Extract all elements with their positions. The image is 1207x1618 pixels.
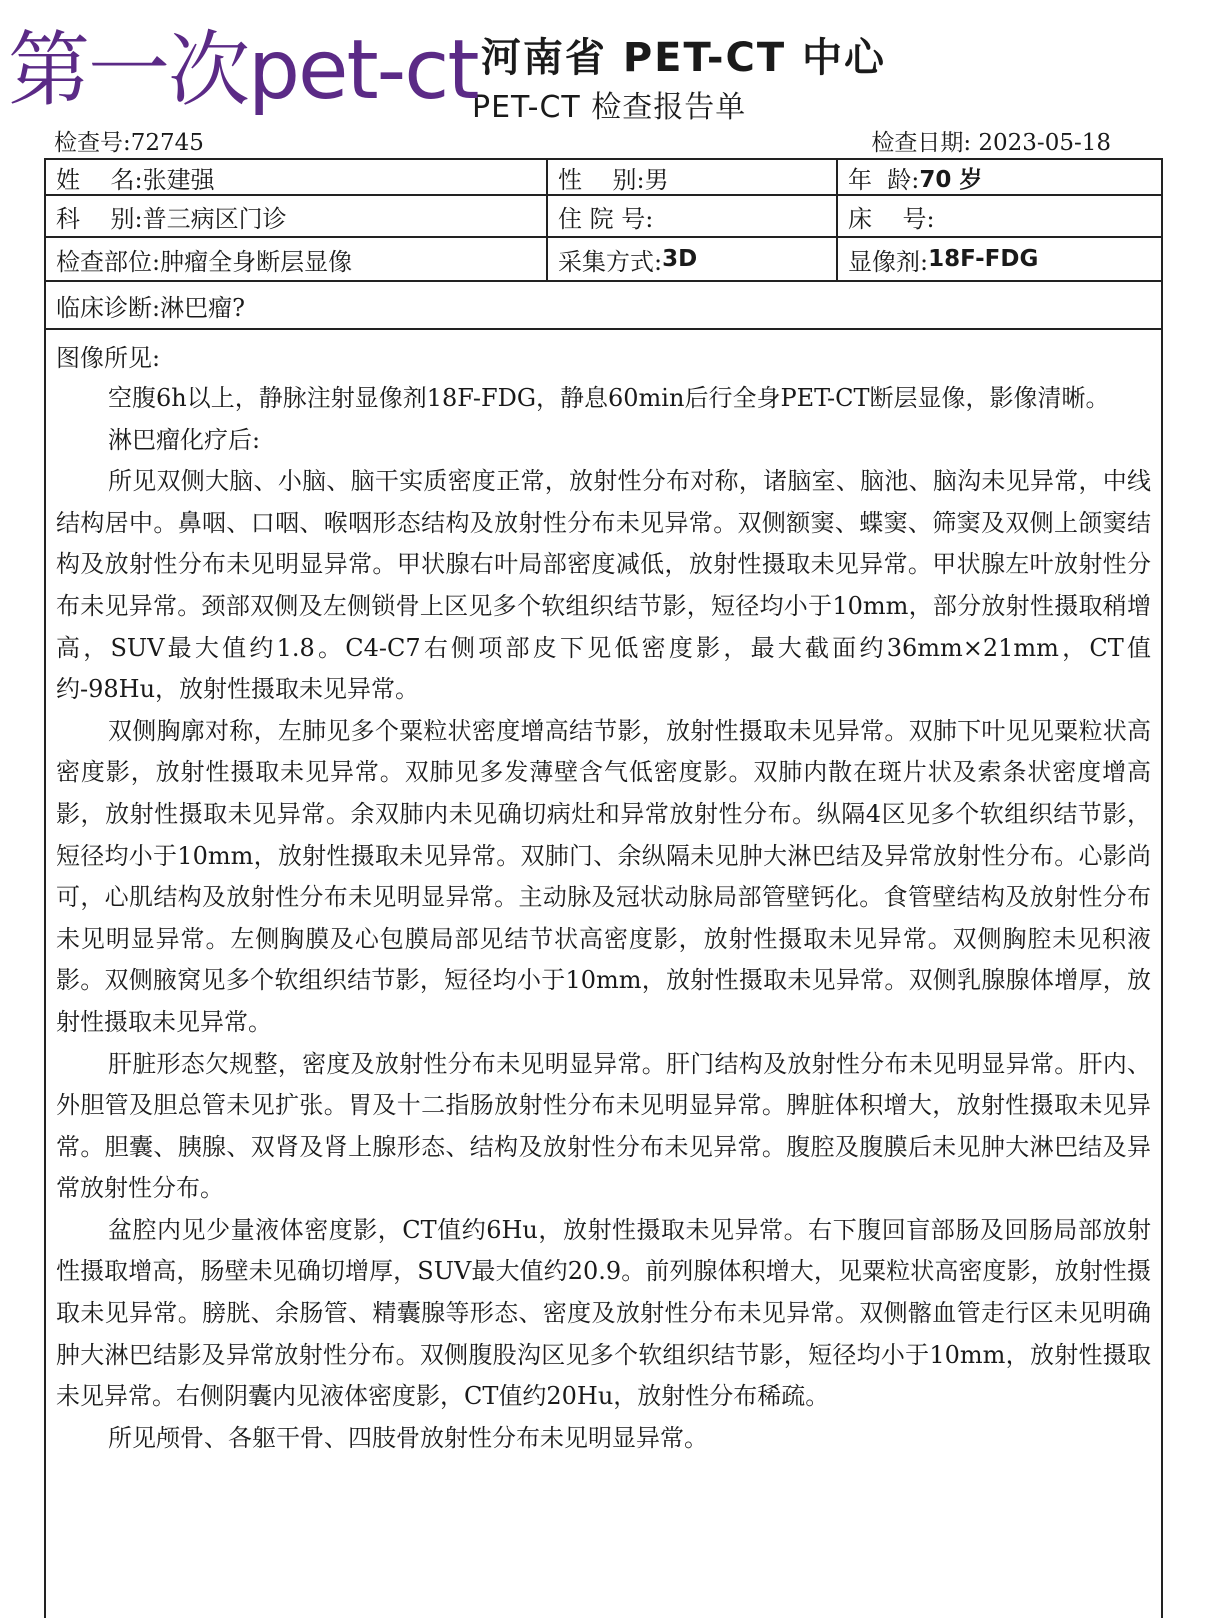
acquisition-mode: 3D [662, 246, 698, 272]
info-row-1 [46, 160, 1161, 196]
findings-paragraph: 所见颅骨、各躯干骨、四肢骨放射性分布未见明显异常。 [108, 1423, 708, 1452]
diagnosis-label: 临床诊断: [56, 293, 161, 322]
site-cell [46, 238, 546, 280]
patient-age: 70 岁 [919, 166, 983, 193]
bed-label: 床 号: [848, 204, 935, 233]
findings-paragraph: 双侧胸廓对称，左肺见多个粟粒状密度增高结节影，放射性摄取未见异常。双肺下叶见见粟粒状高密度影，放射性摄取未见异常。双肺见多发薄壁含气低密度影。双肺内散在斑片状及索条状密度增高影，放射性摄取未见异常。余双肺内未见确切病灶和异常放射性分布。纵隔4区见多个软组织结节影，短径均小于10mm，放射性摄取未见异常。双肺门、余纵隔未见肿大淋巴结及异常放射性分布。心影尚可，心肌结构及放射性分布未见明显异常。主动脉及冠状动脉局部管壁钙化。食管壁结构及放射性分布未见明显异常。左侧胸膜及心包膜局部见结节状高密度影，放射性摄取未见异常。双侧胸腔未见积液影。双侧腋窝见多个软组织结节影，短径均小于10mm，放射性摄取未见异常。双侧乳腺腺体增厚，放射性摄取未见异常。 [56, 716, 1151, 1036]
name-cell [46, 160, 546, 194]
agent-label: 显像剂: [848, 247, 929, 276]
report-subtitle: PET-CT 检查报告单 [472, 90, 747, 125]
age-label: 年 龄: [848, 165, 920, 194]
patient-sex: 男 [644, 165, 669, 194]
diagnosis-cell [46, 282, 1123, 328]
report-frame [44, 158, 1163, 1618]
handwritten-overlay-label: 第一次pet-ct [8, 23, 478, 118]
dept-label: 科 别: [56, 204, 143, 233]
mode-label: 采集方式: [558, 247, 663, 276]
findings-section [46, 336, 1161, 1459]
department: 普三病区门诊 [142, 204, 287, 233]
admission-cell [546, 196, 836, 236]
name-label: 姓 名: [56, 165, 143, 194]
mode-cell [546, 238, 836, 280]
bed-cell [836, 196, 1123, 236]
report-title: 河南省 PET-CT 中心 [480, 35, 887, 81]
dept-cell [46, 196, 546, 236]
findings-paragraph: 所见双侧大脑、小脑、脑干实质密度正常，放射性分布对称，诸脑室、脑池、脑沟未见异常，中线结构居中。鼻咽、口咽、喉咽形态结构及放射性分布未见异常。双侧额窦、蝶窦、筛窦及双侧上颌窦结构及放射性分布未见明显异常。甲状腺右叶局部密度减低，放射性摄取未见异常。甲状腺左叶放射性分布未见异常。颈部双侧及左侧锁骨上区见多个软组织结节影，短径均小于10mm，部分放射性摄取稍增高，SUV最大值约1.8。C4-C7右侧项部皮下见低密度影，最大截面约36mm×21mm，CT值约-98Hu，放射性摄取未见异常。 [56, 467, 1151, 704]
exam-site: 肿瘤全身断层显像 [160, 247, 353, 276]
findings-paragraph: 盆腔内见少量液体密度影，CT值约6Hu，放射性摄取未见异常。右下腹回盲部肠及回肠局部放射性摄取增高，肠壁未见确切增厚，SUV最大值约20.9。前列腺体积增大，见粟粒状高密度影，放射性摄取未见异常。膀胱、余肠管、精囊腺等形态、密度及放射性分布未见异常。双侧髂血管走行区未见明确肿大淋巴结影及异常放射性分布。双侧腹股沟区见多个软组织结节影，短径均小于10mm，放射性摄取未见异常。右侧阴囊内见液体密度影，CT值约20Hu，放射性分布稀疏。 [56, 1215, 1151, 1411]
findings-heading: 图像所见: [56, 344, 161, 372]
admission-label: 住 院 号: [558, 204, 654, 233]
site-label: 检查部位: [56, 247, 161, 276]
findings-paragraph: 肝脏形态欠规整，密度及放射性分布未见明显异常。肝门结构及放射性分布未见明显异常。肝内、外胆管及胆总管未见扩张。胃及十二指肠放射性分布未见明显异常。脾脏体积增大，放射性摄取未见异常。胆囊、胰腺、双肾及肾上腺形态、结构及放射性分布未见异常。腹腔及腹膜后未见肿大淋巴结及异常放射性分布。 [56, 1049, 1151, 1203]
sex-label: 性 别: [558, 165, 645, 194]
age-cell [836, 160, 1123, 194]
sex-cell [546, 160, 836, 194]
findings-paragraph: 空腹6h以上，静脉注射显像剂18F-FDG，静息60min后行全身PET-CT断层显像，影像清晰。 [108, 384, 1110, 412]
agent-cell [836, 238, 1123, 280]
imaging-agent: 18F-FDG [928, 246, 1039, 272]
findings-paragraph: 淋巴瘤化疗后: [108, 425, 261, 454]
info-row-3 [46, 238, 1161, 282]
exam-date: 检查日期: 2023-05-18 [871, 130, 1111, 156]
info-row-2 [46, 196, 1161, 238]
clinical-diagnosis: 淋巴瘤? [160, 293, 245, 322]
exam-number: 检查号:72745 [54, 130, 204, 156]
info-row-4 [46, 282, 1161, 330]
patient-name: 张建强 [142, 165, 215, 194]
